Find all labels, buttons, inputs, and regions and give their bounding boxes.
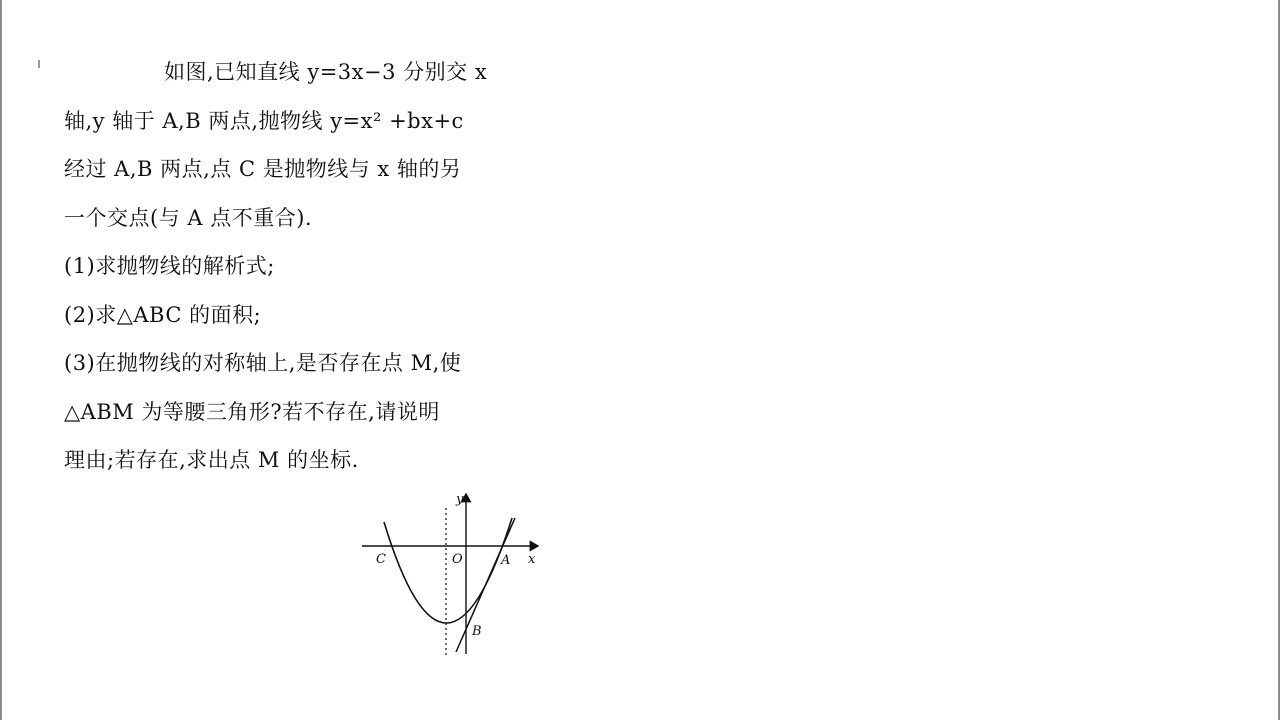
point-a-label: A xyxy=(501,553,511,568)
point-b-label: B xyxy=(472,624,482,639)
parabola-figure xyxy=(360,488,544,660)
scan-mark xyxy=(38,60,40,68)
page-border-left xyxy=(0,0,2,720)
parabola-diagram xyxy=(360,488,544,660)
question-3-line-3: 理由;若存在,求出点 M 的坐标. xyxy=(64,448,359,472)
x-axis-label: x xyxy=(528,552,536,567)
problem-line-2: 轴,y 轴于 A,B 两点,抛物线 y=x² +bx+c xyxy=(64,108,464,133)
y-axis-label: y xyxy=(456,492,464,507)
line-ab xyxy=(456,518,515,652)
problem-text xyxy=(64,48,554,485)
question-2: (2)求△ABC 的面积; xyxy=(64,302,262,327)
question-1: (1)求抛物线的解析式; xyxy=(64,254,275,278)
question-3-line-1: (3)在抛物线的对称轴上,是否存在点 M,使 xyxy=(64,351,462,375)
problem-line-1: 如图,已知直线 y=3x−3 分别交 x xyxy=(164,60,488,84)
origin-label: O xyxy=(452,552,463,567)
question-3-line-2: △ABM 为等腰三角形?若不存在,请说明 xyxy=(64,399,440,424)
problem-line-3: 经过 A,B 两点,点 C 是抛物线与 x 轴的另 xyxy=(64,157,462,181)
problem-line-4: 一个交点(与 A 点不重合). xyxy=(64,205,313,230)
point-c-label: C xyxy=(376,552,386,567)
parabola-curve xyxy=(384,518,512,623)
